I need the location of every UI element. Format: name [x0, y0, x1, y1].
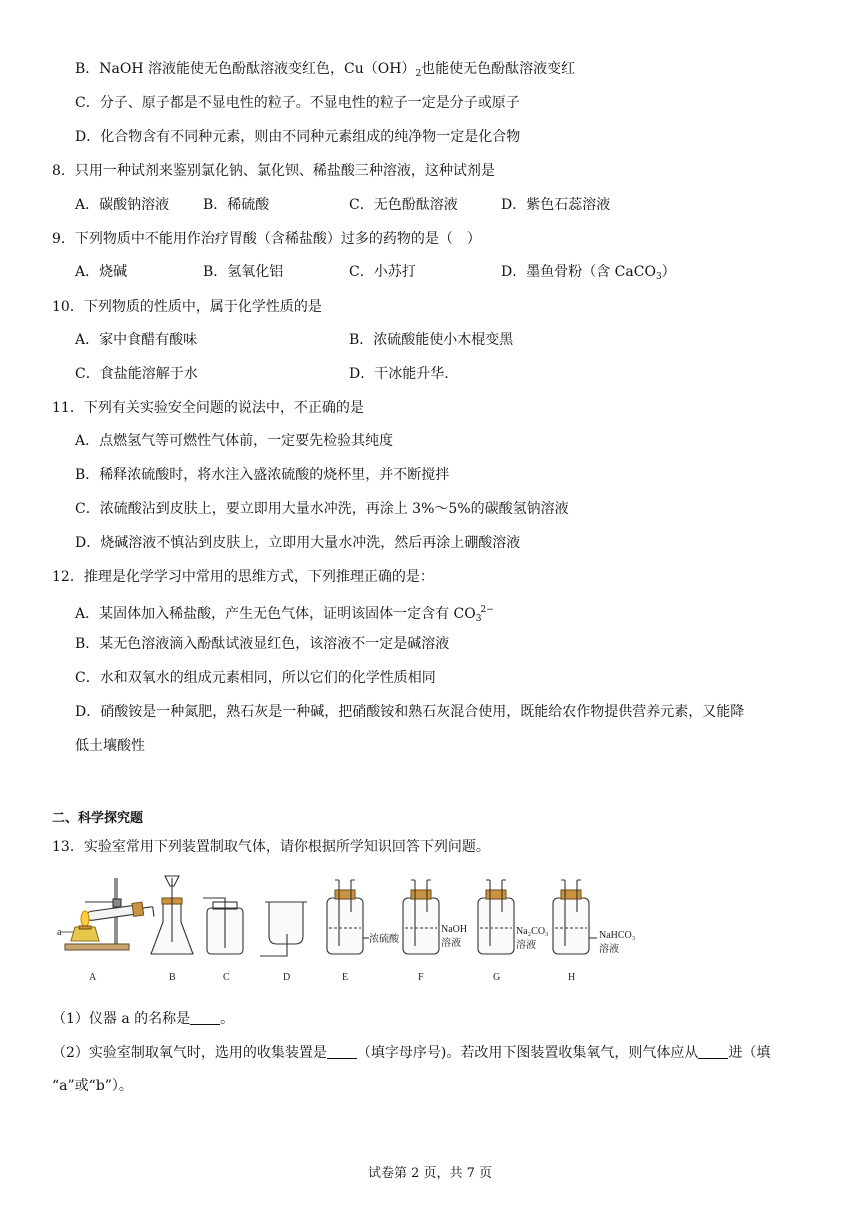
answer-blank[interactable] — [698, 1044, 728, 1059]
apparatus-figure — [55, 872, 655, 987]
q8-option-c: C．无色酚酞溶液 — [349, 197, 458, 213]
label-h-line1: NaHCO₃ — [599, 930, 636, 941]
answer-blank[interactable] — [327, 1044, 357, 1059]
q13-part1: （1）仪器 a 的名称是 。 — [52, 1011, 235, 1027]
label-f-line2: 溶液 — [441, 938, 461, 949]
label-g-line1: Na₂CO₃ — [516, 926, 549, 937]
q9-option-c: C．小苏打 — [349, 264, 416, 280]
q7-option-d: D．化合物含有不同种元素，则由不同种元素组成的纯净物一定是化合物 — [75, 129, 521, 145]
q10-option-b: B．浓硫酸能使小木棍变黑 — [349, 332, 514, 348]
q10-stem: 10．下列物质的性质中，属于化学性质的是 — [52, 299, 322, 315]
q8-stem: 8．只用一种试剂来鉴别氯化钠、氯化钡、稀盐酸三种溶液，这种试剂是 — [52, 163, 495, 179]
q12-option-b: B．某无色溶液滴入酚酞试液显红色，该溶液不一定是碱溶液 — [75, 636, 450, 652]
letter-c: C — [223, 972, 230, 983]
q10-option-c: C．食盐能溶解于水 — [75, 366, 198, 382]
q12-option-d-line1: D．硝酸铵是一种氮肥，熟石灰是一种碱，把硝酸铵和熟石灰混合使用，既能给农作物提供营养元素，又能降 — [75, 704, 745, 720]
page-footer: 试卷第 2 页，共 7 页 — [367, 1166, 493, 1181]
q11-stem: 11．下列有关实验安全问题的说法中，不正确的是 — [52, 400, 364, 416]
apparatus-b — [151, 876, 193, 954]
q10-option-a: A．家中食醋有酸味 — [75, 332, 198, 348]
q13-stem: 13．实验室常用下列装置制取气体，请你根据所学知识回答下列问题。 — [52, 839, 490, 855]
q7-option-b: B．NaOH 溶液能使无色酚酞溶液变红色，$Cu(OH)_2$也能使无色酚酞溶液变红 — [75, 61, 576, 79]
letter-g: G — [493, 972, 501, 983]
q8-option-a: A．碳酸钠溶液 — [75, 197, 170, 213]
q13-part2: （2）实验室制取氧气时，选用的收集装置是 （填字母序号)。若改用下图装置收集氧气，则气体应从 进（填 — [52, 1045, 771, 1061]
q9-option-b: B．氢氧化铝 — [203, 264, 284, 280]
q7-option-c: C．分子、原子都是不显电性的粒子。不显电性的粒子一定是分子或原子 — [75, 95, 520, 111]
label-e-reagent: 浓硫酸 — [369, 934, 399, 945]
section-heading: 二、科学探究题 — [52, 811, 144, 826]
q8-option-d: D．紫色石蕊溶液 — [501, 197, 611, 213]
q12-option-d-line2: 低土壤酸性 — [75, 738, 145, 754]
q13-part2-cont: “a”或“b”）。 — [52, 1078, 133, 1094]
q9-option-a: A．烧碱 — [75, 264, 128, 280]
q12-option-c: C．水和双氧水的组成元素相同，所以它们的化学性质相同 — [75, 670, 436, 686]
q9-option-d: D．墨鱼骨粉（含 CaCO$_3$） — [501, 264, 676, 282]
q10-option-d: D．干冰能升华. — [349, 366, 449, 382]
wash-bottles — [327, 880, 597, 954]
apparatus-a — [61, 878, 154, 950]
q12-stem: 12．推理是化学学习中常用的思维方式，下列推理正确的是： — [52, 569, 434, 585]
letter-h: H — [568, 972, 576, 983]
q11-option-c: C．浓硫酸沾到皮肤上，要立即用大量水冲洗，再涂上 3%～5%的碳酸氢钠溶液 — [75, 501, 569, 517]
q8-option-b: B．稀硫酸 — [203, 197, 270, 213]
label-h-line2: 溶液 — [599, 944, 619, 955]
label-a: a — [57, 927, 62, 938]
label-f-line1: NaOH — [441, 924, 468, 935]
letter-b: B — [169, 972, 176, 983]
q9-stem: 9．下列物质中不能用作治疗胃酸（含稀盐酸）过多的药物的是（ ） — [52, 231, 481, 247]
answer-blank[interactable] — [190, 1010, 220, 1025]
q12-option-a: A．某固体加入稀盐酸，产生无色气体，证明该固体一定含有 $CO_3^{2-}$ — [75, 605, 494, 624]
q11-option-a: A．点燃氢气等可燃性气体前，一定要先检验其纯度 — [75, 433, 394, 449]
label-g-line2: 溶液 — [516, 940, 536, 951]
letter-e: E — [342, 972, 349, 983]
apparatus-d — [260, 902, 307, 956]
apparatus-c — [203, 898, 243, 954]
q11-option-b: B．稀释浓硫酸时，将水注入盛浓硫酸的烧杯里，并不断搅拌 — [75, 467, 450, 483]
letter-d: D — [283, 972, 291, 983]
q11-option-d: D．烧碱溶液不慎沾到皮肤上，立即用大量水冲洗，然后再涂上硼酸溶液 — [75, 535, 521, 551]
letter-a: A — [89, 972, 97, 983]
letter-f: F — [418, 972, 424, 983]
